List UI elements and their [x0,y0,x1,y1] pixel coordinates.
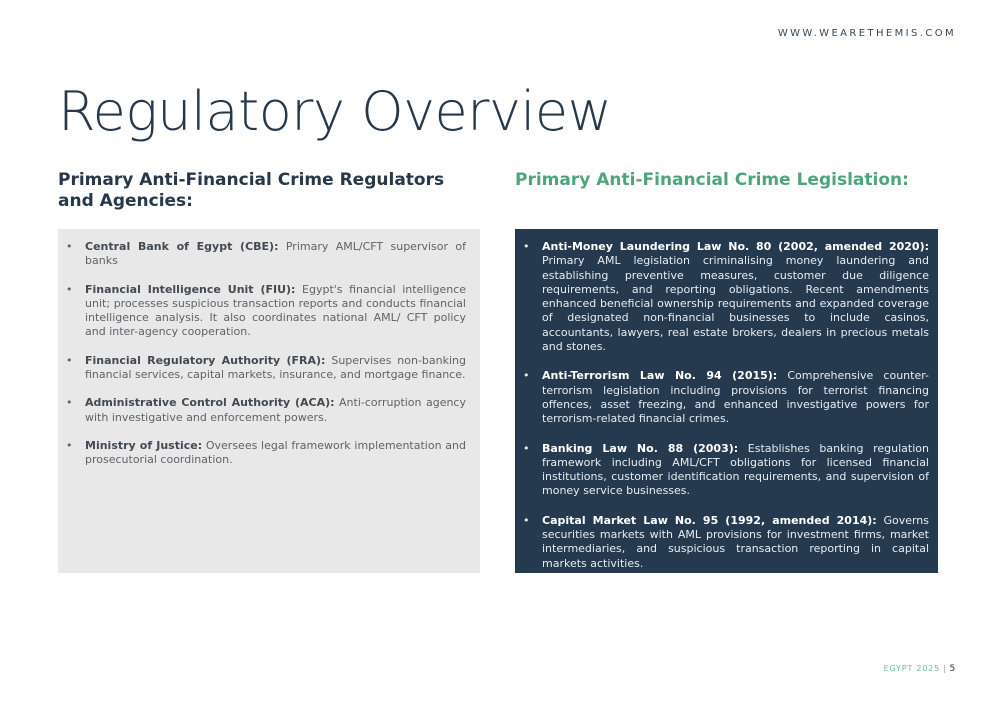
footer-label: EGYPT 2025 [883,664,940,673]
item-term: Financial Regulatory Authority (FRA): [85,353,326,367]
item-text: Anti-corruption agency with investigative and enforcement powers. [85,396,466,424]
bullet-icon: • [523,513,530,527]
regulators-list [66,240,466,468]
list-item [66,439,466,468]
bullet-icon: • [523,369,530,383]
item-text: Supervises non-banking financial services, capital markets, insurance, and mortgage finance. [85,353,466,382]
footer-separator: | [942,664,947,673]
legislation-list [523,240,929,571]
item-term: Administrative Control Authority (ACA): [85,396,335,410]
bullet-icon: • [66,396,73,410]
item-term: Ministry of Justice: [85,438,203,452]
list-item [523,442,929,499]
item-text: Primary AML/CFT supervisor of banks [85,240,466,268]
list-item [523,240,929,354]
bullet-icon: • [66,282,73,296]
item-term: Banking Law No. 88 (2003): [542,441,739,455]
item-text: Establishes banking regulation framework including AML/CFT obligations for licensed financial institutions, customer identification requirements, and supervision of money service businesses. [542,441,929,498]
list-item [66,283,466,340]
item-term: Capital Market Law No. 95 (1992, amended 2014): [542,513,877,527]
list-item [523,514,929,571]
item-text: Comprehensive counter-terrorism legislation including provisions for terrorist financing offences, asset freezing, and enhanced investigative powers for terrorism-related financial crimes. [542,369,930,426]
item-term: Central Bank of Egypt (CBE): [85,240,279,253]
bullet-icon: • [523,441,530,455]
regulators-heading: Primary Anti-Financial Crime Regulators and Agencies: [58,170,445,211]
item-text: Egypt's financial intelligence unit; processes suspicious transaction reports and conducts financial intelligence analysis. It also coordinates national AML/ CFT policy and inter-agency cooperation. [85,282,467,339]
item-text: Primary AML legislation criminalising money laundering and establishing preventive measures, customer due diligence requirements, and reporting obligations. Recent amendments enhanced beneficial ownership requirements and expanded coverage of designated non-financial businesses to include casinos, accountants, lawyers, real estate brokers, dealers in precious metals and stones. [542,254,929,354]
bullet-icon: • [66,240,73,253]
item-term: Financial Intelligence Unit (FIU): [85,282,296,296]
item-term: Anti-Money Laundering Law No. 80 (2002, amended 2020): [542,240,929,253]
legislation-panel [515,229,938,573]
page-footer [884,664,956,674]
bullet-icon: • [66,438,73,452]
regulators-panel [58,229,480,573]
list-item [66,396,466,425]
list-item [66,240,466,269]
item-term: Anti-Terrorism Law No. 94 (2015): [542,369,778,383]
legislation-heading: Primary Anti-Financial Crime Legislation: [515,170,909,190]
page-title: Regulatory Overview [58,80,612,143]
page-number: 5 [949,664,956,674]
item-text: Oversees legal framework implementation and prosecutorial coordination. [85,438,466,467]
website-url[interactable]: WWW.WEARETHEMIS.COM [777,28,956,39]
bullet-icon: • [66,353,73,367]
list-item [66,354,466,383]
bullet-icon: • [523,240,530,253]
list-item [523,369,929,426]
item-text: Governs securities markets with AML provisions for investment firms, market intermediaries, and suspicious transaction reporting in capital markets activities. [542,513,930,570]
